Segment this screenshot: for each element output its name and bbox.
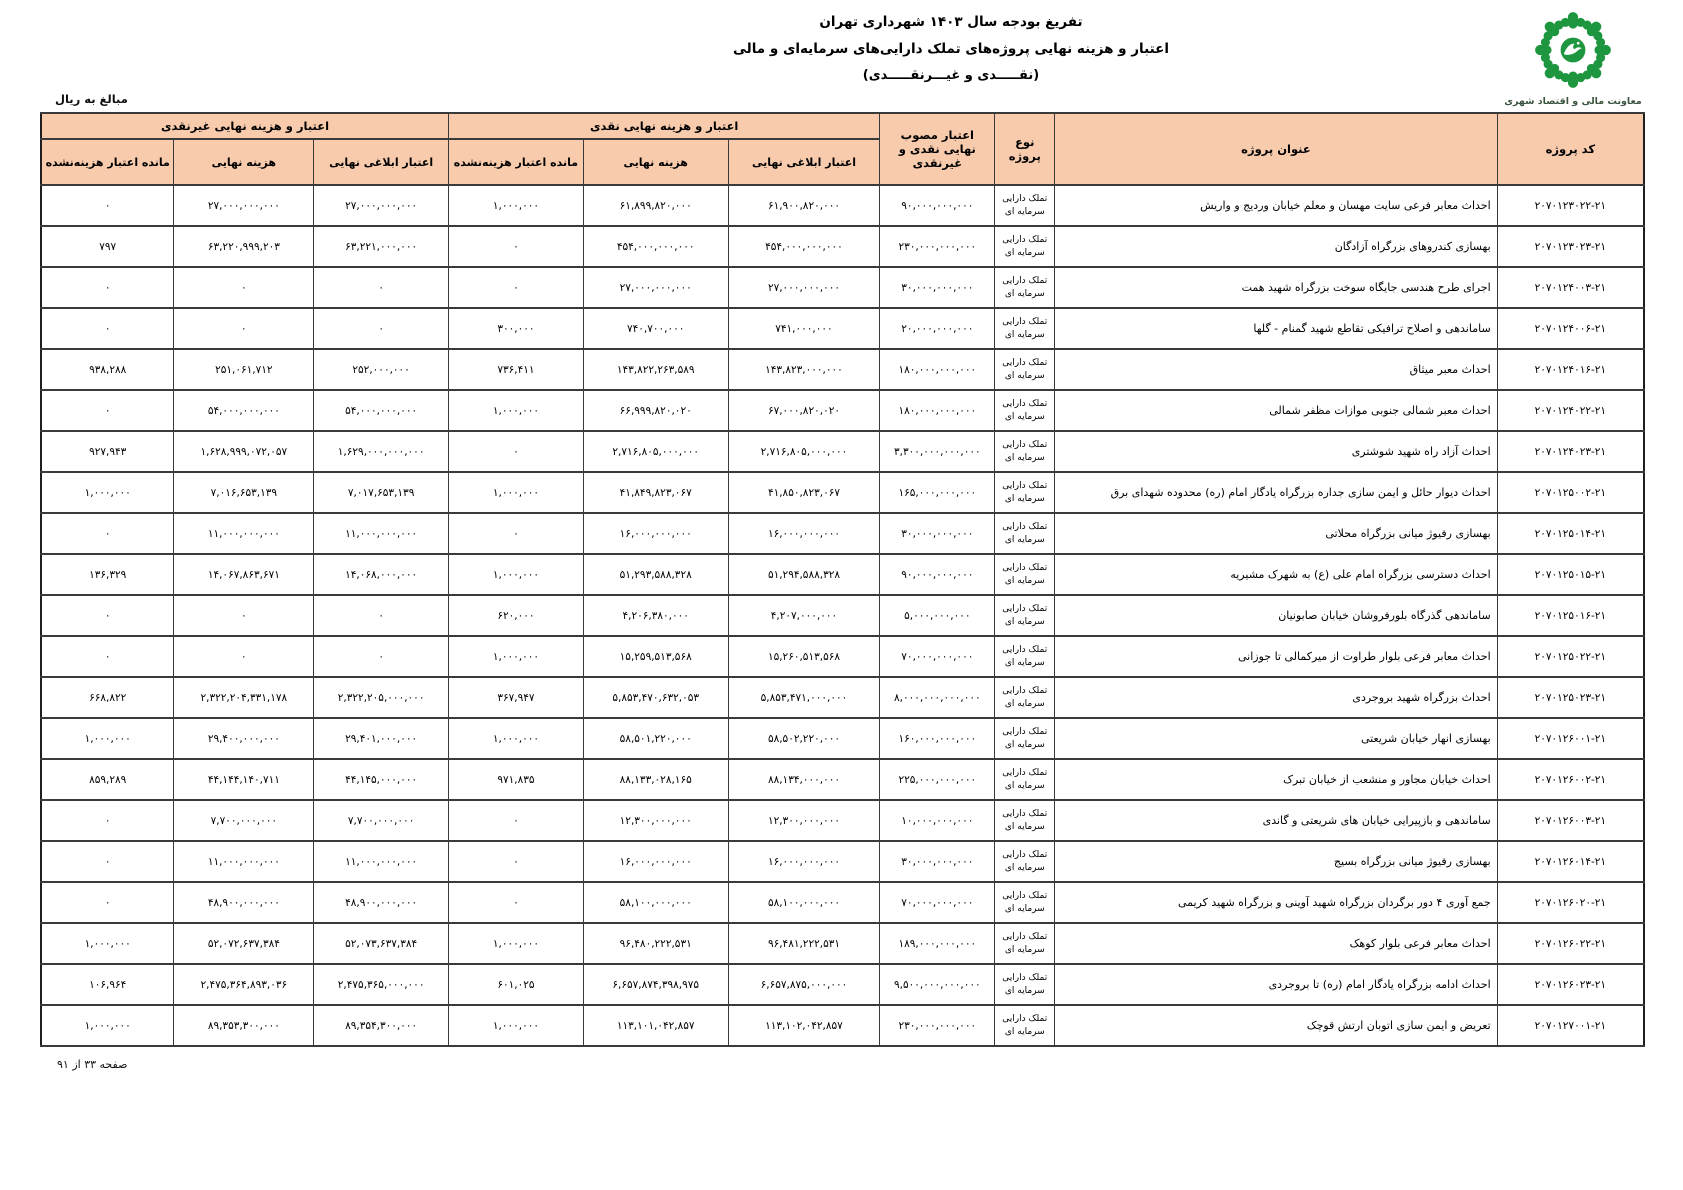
- cell-noncash-remain: ۰: [41, 308, 174, 349]
- cell-type: تملک دارایی سرمایه ای: [995, 964, 1055, 1005]
- cell-cash-cost: ۷۴۰,۷۰۰,۰۰۰: [583, 308, 728, 349]
- table-body: [41, 185, 1644, 1046]
- cell-noncash-allocated: ۲۹,۴۰۱,۰۰۰,۰۰۰: [314, 718, 449, 759]
- header-group-cash: اعتبار و هزینه نهایی نقدی: [449, 113, 880, 139]
- cell-title: احداث معبر شمالی جنوبی موازات مظفر شمالی: [1055, 390, 1497, 431]
- cell-type: تملک دارایی سرمایه ای: [995, 923, 1055, 964]
- cell-cash-remain: ۰: [449, 841, 584, 882]
- title-line-2: اعتبار و هزینه نهایی پروژه‌های تملک دارایی‌های سرمایه‌ای و مالی: [733, 41, 1169, 57]
- cell-cash-cost: ۱۵,۲۵۹,۵۱۳,۵۶۸: [583, 636, 728, 677]
- cell-cash-allocated: ۴۵۴,۰۰۰,۰۰۰,۰۰۰: [728, 226, 880, 267]
- cell-noncash-allocated: ۱۴,۰۶۸,۰۰۰,۰۰۰: [314, 554, 449, 595]
- page-number: صفحه ۳۳ از ۹۱: [57, 1058, 128, 1071]
- cell-noncash-remain: ۶۶۸,۸۲۲: [41, 677, 174, 718]
- cell-code: ۲۰۷۰۱۲۴۰۰۶-۲۱: [1497, 308, 1644, 349]
- cell-cash-allocated: ۱۲,۳۰۰,۰۰۰,۰۰۰: [728, 800, 880, 841]
- cell-cash-remain: ۱,۰۰۰,۰۰۰: [449, 185, 584, 226]
- cell-code: ۲۰۷۰۱۲۵۰۲۳-۲۱: [1497, 677, 1644, 718]
- cell-noncash-cost: ۵۴,۰۰۰,۰۰۰,۰۰۰: [174, 390, 314, 431]
- cell-noncash-remain: ۷۹۷: [41, 226, 174, 267]
- cell-noncash-remain: ۰: [41, 267, 174, 308]
- cell-cash-remain: ۰: [449, 431, 584, 472]
- cell-type: تملک دارایی سرمایه ای: [995, 185, 1055, 226]
- cell-approved: ۹۰,۰۰۰,۰۰۰,۰۰۰: [880, 185, 995, 226]
- table-row: [41, 472, 1644, 513]
- cell-noncash-remain: ۱,۰۰۰,۰۰۰: [41, 1005, 174, 1046]
- cell-cash-allocated: ۲۷,۰۰۰,۰۰۰,۰۰۰: [728, 267, 880, 308]
- cell-noncash-cost: ۷,۷۰۰,۰۰۰,۰۰۰: [174, 800, 314, 841]
- title-line-1: تفریغ بودجه سال ۱۴۰۳ شهرداری تهران: [819, 14, 1083, 30]
- cell-cash-remain: ۳۶۷,۹۴۷: [449, 677, 584, 718]
- table-row: [41, 1005, 1644, 1046]
- cell-noncash-remain: ۰: [41, 800, 174, 841]
- cell-approved: ۳۰,۰۰۰,۰۰۰,۰۰۰: [880, 841, 995, 882]
- table-row: [41, 677, 1644, 718]
- cell-approved: ۳۰,۰۰۰,۰۰۰,۰۰۰: [880, 513, 995, 554]
- cell-noncash-cost: ۴۴,۱۴۴,۱۴۰,۷۱۱: [174, 759, 314, 800]
- table-row: [41, 636, 1644, 677]
- cell-title: اجرای طرح هندسی جایگاه سوخت بزرگراه شهید همت: [1055, 267, 1497, 308]
- cell-noncash-remain: ۱,۰۰۰,۰۰۰: [41, 923, 174, 964]
- cell-cash-cost: ۵,۸۵۳,۴۷۰,۶۳۲,۰۵۳: [583, 677, 728, 718]
- cell-noncash-remain: ۰: [41, 882, 174, 923]
- cell-noncash-remain: ۹۳۸,۲۸۸: [41, 349, 174, 390]
- cell-noncash-remain: ۱۳۶,۳۲۹: [41, 554, 174, 595]
- cell-noncash-allocated: ۱۱,۰۰۰,۰۰۰,۰۰۰: [314, 841, 449, 882]
- cell-approved: ۷۰,۰۰۰,۰۰۰,۰۰۰: [880, 882, 995, 923]
- tehran-municipality-logo-icon: [1533, 75, 1613, 94]
- cell-noncash-cost: ۱۱,۰۰۰,۰۰۰,۰۰۰: [174, 841, 314, 882]
- cell-title: احداث خیابان مجاور و منشعب از خیابان تبرک: [1055, 759, 1497, 800]
- cell-cash-remain: ۹۷۱,۸۳۵: [449, 759, 584, 800]
- cell-code: ۲۰۷۰۱۲۵۰۰۲-۲۱: [1497, 472, 1644, 513]
- cell-type: تملک دارایی سرمایه ای: [995, 677, 1055, 718]
- cell-cash-cost: ۵۸,۵۰۱,۲۲۰,۰۰۰: [583, 718, 728, 759]
- cell-code: ۲۰۷۰۱۲۵۰۱۴-۲۱: [1497, 513, 1644, 554]
- cell-code: ۲۰۷۰۱۲۵۰۱۵-۲۱: [1497, 554, 1644, 595]
- header-noncash-final-cost: هزینه نهایی: [174, 139, 314, 185]
- cell-type: تملک دارایی سرمایه ای: [995, 226, 1055, 267]
- cell-noncash-remain: ۹۲۷,۹۴۳: [41, 431, 174, 472]
- cell-code: ۲۰۷۰۱۲۴۰۰۳-۲۱: [1497, 267, 1644, 308]
- cell-type: تملک دارایی سرمایه ای: [995, 349, 1055, 390]
- cell-cash-cost: ۱۱۳,۱۰۱,۰۴۲,۸۵۷: [583, 1005, 728, 1046]
- cell-title: ساماندهی و بازپیرایی خیابان های شریعتی و گاندی: [1055, 800, 1497, 841]
- cell-type: تملک دارایی سرمایه ای: [995, 431, 1055, 472]
- table-row: [41, 759, 1644, 800]
- cell-cash-cost: ۱۲,۳۰۰,۰۰۰,۰۰۰: [583, 800, 728, 841]
- cell-cash-remain: ۱,۰۰۰,۰۰۰: [449, 1005, 584, 1046]
- cell-cash-allocated: ۶۱,۹۰۰,۸۲۰,۰۰۰: [728, 185, 880, 226]
- cell-cash-cost: ۲,۷۱۶,۸۰۵,۰۰۰,۰۰۰: [583, 431, 728, 472]
- cell-title: احداث معابر فرعی بلوار طراوت از میرکمالی تا جوزانی: [1055, 636, 1497, 677]
- cell-noncash-cost: ۱,۶۲۸,۹۹۹,۰۷۲,۰۵۷: [174, 431, 314, 472]
- cell-type: تملک دارایی سرمایه ای: [995, 513, 1055, 554]
- cell-cash-remain: ۱,۰۰۰,۰۰۰: [449, 554, 584, 595]
- cell-noncash-cost: ۵۲,۰۷۲,۶۳۷,۳۸۴: [174, 923, 314, 964]
- cell-cash-cost: ۸۸,۱۳۳,۰۲۸,۱۶۵: [583, 759, 728, 800]
- cell-cash-remain: ۶۰۱,۰۲۵: [449, 964, 584, 1005]
- cell-approved: ۷۰,۰۰۰,۰۰۰,۰۰۰: [880, 636, 995, 677]
- cell-cash-allocated: ۱۶,۰۰۰,۰۰۰,۰۰۰: [728, 841, 880, 882]
- table-row: [41, 554, 1644, 595]
- budget-table: [40, 112, 1645, 1047]
- cell-type: تملک دارایی سرمایه ای: [995, 267, 1055, 308]
- cell-approved: ۱۸۰,۰۰۰,۰۰۰,۰۰۰: [880, 349, 995, 390]
- cell-noncash-allocated: ۲۵۲,۰۰۰,۰۰۰: [314, 349, 449, 390]
- cell-code: ۲۰۷۰۱۲۶۰۰۱-۲۱: [1497, 718, 1644, 759]
- cell-cash-remain: ۷۳۶,۴۱۱: [449, 349, 584, 390]
- cell-title: جمع آوری ۴ دور برگردان بزرگراه شهید آوینی و بزرگراه شهید کریمی: [1055, 882, 1497, 923]
- cell-noncash-cost: ۰: [174, 595, 314, 636]
- table-row: [41, 923, 1644, 964]
- cell-noncash-cost: ۱۱,۰۰۰,۰۰۰,۰۰۰: [174, 513, 314, 554]
- cell-noncash-cost: ۸۹,۳۵۳,۳۰۰,۰۰۰: [174, 1005, 314, 1046]
- table-row: [41, 390, 1644, 431]
- cell-cash-remain: ۰: [449, 800, 584, 841]
- cell-type: تملک دارایی سرمایه ای: [995, 841, 1055, 882]
- cell-cash-remain: ۳۰۰,۰۰۰: [449, 308, 584, 349]
- cell-code: ۲۰۷۰۱۲۶۰۲۳-۲۱: [1497, 964, 1644, 1005]
- cell-title: بهسازی رفیوژ میانی بزرگراه محلاتی: [1055, 513, 1497, 554]
- cell-cash-allocated: ۸۸,۱۳۴,۰۰۰,۰۰۰: [728, 759, 880, 800]
- cell-cash-cost: ۵۸,۱۰۰,۰۰۰,۰۰۰: [583, 882, 728, 923]
- cell-cash-allocated: ۴,۲۰۷,۰۰۰,۰۰۰: [728, 595, 880, 636]
- cell-cash-cost: ۶۱,۸۹۹,۸۲۰,۰۰۰: [583, 185, 728, 226]
- cell-noncash-allocated: ۵۴,۰۰۰,۰۰۰,۰۰۰: [314, 390, 449, 431]
- cell-cash-allocated: ۶۷,۰۰۰,۸۲۰,۰۲۰: [728, 390, 880, 431]
- cell-cash-allocated: ۱۴۳,۸۲۳,۰۰۰,۰۰۰: [728, 349, 880, 390]
- cell-noncash-allocated: ۰: [314, 636, 449, 677]
- cell-type: تملک دارایی سرمایه ای: [995, 718, 1055, 759]
- cell-code: ۲۰۷۰۱۲۷۰۰۱-۲۱: [1497, 1005, 1644, 1046]
- cell-noncash-cost: ۰: [174, 267, 314, 308]
- table-row: [41, 185, 1644, 226]
- cell-cash-remain: ۱,۰۰۰,۰۰۰: [449, 636, 584, 677]
- cell-cash-allocated: ۲,۷۱۶,۸۰۵,۰۰۰,۰۰۰: [728, 431, 880, 472]
- cell-code: ۲۰۷۰۱۲۴۰۲۳-۲۱: [1497, 431, 1644, 472]
- cell-noncash-remain: ۰: [41, 185, 174, 226]
- cell-noncash-cost: ۷,۰۱۶,۶۵۳,۱۳۹: [174, 472, 314, 513]
- cell-cash-allocated: ۶,۶۵۷,۸۷۵,۰۰۰,۰۰۰: [728, 964, 880, 1005]
- cell-noncash-allocated: ۱,۶۲۹,۰۰۰,۰۰۰,۰۰۰: [314, 431, 449, 472]
- cell-cash-cost: ۶۶,۹۹۹,۸۲۰,۰۲۰: [583, 390, 728, 431]
- cell-title: احداث معابر فرعی بلوار کوهک: [1055, 923, 1497, 964]
- cell-code: ۲۰۷۰۱۲۳۰۲۳-۲۱: [1497, 226, 1644, 267]
- table-row: [41, 718, 1644, 759]
- cell-noncash-remain: ۰: [41, 513, 174, 554]
- cell-cash-allocated: ۵,۸۵۳,۴۷۱,۰۰۰,۰۰۰: [728, 677, 880, 718]
- cell-noncash-cost: ۲۹,۴۰۰,۰۰۰,۰۰۰: [174, 718, 314, 759]
- cell-noncash-remain: ۰: [41, 636, 174, 677]
- cell-title: ساماندهی گذرگاه بلورفروشان خیابان صابونیان: [1055, 595, 1497, 636]
- cell-approved: ۱۶۵,۰۰۰,۰۰۰,۰۰۰: [880, 472, 995, 513]
- cell-code: ۲۰۷۰۱۲۴۰۱۶-۲۱: [1497, 349, 1644, 390]
- header-cash-allocated-credit: اعتبار ابلاغی نهایی: [728, 139, 880, 185]
- cell-type: تملک دارایی سرمایه ای: [995, 390, 1055, 431]
- logo-caption-1: معاونت مالی و اقتصاد شهری: [1504, 96, 1642, 107]
- cell-cash-remain: ۱,۰۰۰,۰۰۰: [449, 472, 584, 513]
- cell-approved: ۲۰,۰۰۰,۰۰۰,۰۰۰: [880, 308, 995, 349]
- header-noncash-unspent-remainder: مانده اعتبار هزینه‌نشده: [41, 139, 174, 185]
- cell-title: احداث بزرگراه شهید بروجردی: [1055, 677, 1497, 718]
- cell-cash-remain: ۱,۰۰۰,۰۰۰: [449, 923, 584, 964]
- cell-noncash-allocated: ۲۷,۰۰۰,۰۰۰,۰۰۰: [314, 185, 449, 226]
- cell-cash-cost: ۴۱,۸۴۹,۸۲۳,۰۶۷: [583, 472, 728, 513]
- cell-title: احداث معبر میثاق: [1055, 349, 1497, 390]
- table-row: [41, 800, 1644, 841]
- cell-noncash-allocated: ۴۴,۱۴۵,۰۰۰,۰۰۰: [314, 759, 449, 800]
- header-project-title: عنوان پروژه: [1055, 113, 1497, 185]
- cell-cash-remain: ۱,۰۰۰,۰۰۰: [449, 390, 584, 431]
- cell-code: ۲۰۷۰۱۲۴۰۲۲-۲۱: [1497, 390, 1644, 431]
- header-approved-credit: اعتبار مصوب نهایی نقدی و غیرنقدی: [880, 113, 995, 185]
- cell-code: ۲۰۷۰۱۲۶۰۲۲-۲۱: [1497, 923, 1644, 964]
- cell-noncash-cost: ۲,۴۷۵,۳۶۴,۸۹۳,۰۳۶: [174, 964, 314, 1005]
- cell-approved: ۱۰,۰۰۰,۰۰۰,۰۰۰: [880, 800, 995, 841]
- header-cash-unspent-remainder: مانده اعتبار هزینه‌نشده: [449, 139, 584, 185]
- cell-type: تملک دارایی سرمایه ای: [995, 882, 1055, 923]
- cell-code: ۲۰۷۰۱۲۶۰۰۳-۲۱: [1497, 800, 1644, 841]
- cell-noncash-remain: ۰: [41, 390, 174, 431]
- cell-code: ۲۰۷۰۱۲۵۰۲۲-۲۱: [1497, 636, 1644, 677]
- cell-cash-remain: ۰: [449, 513, 584, 554]
- cell-approved: ۱۸۰,۰۰۰,۰۰۰,۰۰۰: [880, 390, 995, 431]
- cell-cash-remain: ۱,۰۰۰,۰۰۰: [449, 718, 584, 759]
- title-line-3: (نقـــــدی و غیـــرنقـــــدی): [862, 68, 1040, 83]
- cell-approved: ۲۲۵,۰۰۰,۰۰۰,۰۰۰: [880, 759, 995, 800]
- currency-note: مبالغ به ریال: [55, 92, 128, 106]
- cell-noncash-cost: ۲۷,۰۰۰,۰۰۰,۰۰۰: [174, 185, 314, 226]
- cell-noncash-allocated: ۰: [314, 595, 449, 636]
- cell-cash-remain: ۰: [449, 226, 584, 267]
- cell-approved: ۹,۵۰۰,۰۰۰,۰۰۰,۰۰۰: [880, 964, 995, 1005]
- cell-noncash-allocated: ۰: [314, 308, 449, 349]
- cell-cash-allocated: ۱۱۳,۱۰۲,۰۴۲,۸۵۷: [728, 1005, 880, 1046]
- cell-type: تملک دارایی سرمایه ای: [995, 472, 1055, 513]
- cell-title: بهسازی رفیوژ میانی بزرگراه بسیج: [1055, 841, 1497, 882]
- cell-code: ۲۰۷۰۱۲۶۰۱۴-۲۱: [1497, 841, 1644, 882]
- cell-noncash-remain: ۱۰۶,۹۶۴: [41, 964, 174, 1005]
- cell-cash-cost: ۲۷,۰۰۰,۰۰۰,۰۰۰: [583, 267, 728, 308]
- cell-code: ۲۰۷۰۱۲۶۰۰۲-۲۱: [1497, 759, 1644, 800]
- cell-approved: ۲۳۰,۰۰۰,۰۰۰,۰۰۰: [880, 1005, 995, 1046]
- header-group-noncash: اعتبار و هزینه نهایی غیرنقدی: [41, 113, 449, 139]
- cell-cash-cost: ۵۱,۲۹۳,۵۸۸,۳۲۸: [583, 554, 728, 595]
- cell-type: تملک دارایی سرمایه ای: [995, 308, 1055, 349]
- cell-noncash-cost: ۶۳,۲۲۰,۹۹۹,۲۰۳: [174, 226, 314, 267]
- cell-noncash-allocated: ۰: [314, 267, 449, 308]
- cell-title: بهسازی انهار خیابان شریعتی: [1055, 718, 1497, 759]
- cell-type: تملک دارایی سرمایه ای: [995, 595, 1055, 636]
- cell-title: بهسازی کندروهای بزرگراه آزادگان: [1055, 226, 1497, 267]
- cell-noncash-cost: ۲,۳۲۲,۲۰۴,۳۳۱,۱۷۸: [174, 677, 314, 718]
- cell-type: تملک دارایی سرمایه ای: [995, 554, 1055, 595]
- cell-code: ۲۰۷۰۱۲۳۰۲۲-۲۱: [1497, 185, 1644, 226]
- cell-cash-cost: ۱۴۳,۸۲۲,۲۶۳,۵۸۹: [583, 349, 728, 390]
- cell-cash-remain: ۶۲۰,۰۰۰: [449, 595, 584, 636]
- cell-cash-cost: ۴۵۴,۰۰۰,۰۰۰,۰۰۰: [583, 226, 728, 267]
- cell-title: احداث دیوار حائل و ایمن سازی جداره بزرگراه یادگار امام (ره) محدوده شهدای برق: [1055, 472, 1497, 513]
- cell-noncash-allocated: ۷,۷۰۰,۰۰۰,۰۰۰: [314, 800, 449, 841]
- cell-cash-allocated: ۷۴۱,۰۰۰,۰۰۰: [728, 308, 880, 349]
- cell-noncash-cost: ۰: [174, 636, 314, 677]
- cell-cash-remain: ۰: [449, 882, 584, 923]
- cell-cash-allocated: ۵۸,۵۰۲,۲۲۰,۰۰۰: [728, 718, 880, 759]
- cell-approved: ۲۳۰,۰۰۰,۰۰۰,۰۰۰: [880, 226, 995, 267]
- header-noncash-allocated-credit: اعتبار ابلاغی نهایی: [314, 139, 449, 185]
- cell-noncash-remain: ۰: [41, 841, 174, 882]
- cell-cash-cost: ۱۶,۰۰۰,۰۰۰,۰۰۰: [583, 513, 728, 554]
- cell-cash-cost: ۴,۲۰۶,۳۸۰,۰۰۰: [583, 595, 728, 636]
- table-row: [41, 226, 1644, 267]
- cell-approved: ۳,۳۰۰,۰۰۰,۰۰۰,۰۰۰: [880, 431, 995, 472]
- cell-noncash-remain: ۸۵۹,۲۸۹: [41, 759, 174, 800]
- table-row: [41, 841, 1644, 882]
- cell-noncash-cost: ۰: [174, 308, 314, 349]
- cell-cash-allocated: ۹۶,۴۸۱,۲۲۲,۵۳۱: [728, 923, 880, 964]
- cell-cash-cost: ۱۶,۰۰۰,۰۰۰,۰۰۰: [583, 841, 728, 882]
- cell-approved: ۸,۰۰۰,۰۰۰,۰۰۰,۰۰۰: [880, 677, 995, 718]
- cell-approved: ۳۰,۰۰۰,۰۰۰,۰۰۰: [880, 267, 995, 308]
- cell-approved: ۱۸۹,۰۰۰,۰۰۰,۰۰۰: [880, 923, 995, 964]
- cell-noncash-allocated: ۲,۳۲۲,۲۰۵,۰۰۰,۰۰۰: [314, 677, 449, 718]
- cell-cash-allocated: ۱۶,۰۰۰,۰۰۰,۰۰۰: [728, 513, 880, 554]
- cell-cash-allocated: ۴۱,۸۵۰,۸۲۳,۰۶۷: [728, 472, 880, 513]
- header-project-type: نوع پروژه: [995, 113, 1055, 185]
- cell-noncash-remain: ۱,۰۰۰,۰۰۰: [41, 472, 174, 513]
- cell-cash-remain: ۰: [449, 267, 584, 308]
- table-row: [41, 267, 1644, 308]
- cell-noncash-allocated: ۱۱,۰۰۰,۰۰۰,۰۰۰: [314, 513, 449, 554]
- cell-cash-cost: ۶,۶۵۷,۸۷۴,۳۹۸,۹۷۵: [583, 964, 728, 1005]
- cell-approved: ۵,۰۰۰,۰۰۰,۰۰۰: [880, 595, 995, 636]
- cell-noncash-cost: ۱۴,۰۶۷,۸۶۳,۶۷۱: [174, 554, 314, 595]
- cell-title: ساماندهی و اصلاح ترافیکی تقاطع شهید گمنام - گلها: [1055, 308, 1497, 349]
- cell-cash-allocated: ۵۱,۲۹۴,۵۸۸,۳۲۸: [728, 554, 880, 595]
- cell-noncash-cost: ۲۵۱,۰۶۱,۷۱۲: [174, 349, 314, 390]
- logo-block: [1493, 10, 1653, 127]
- cell-code: ۲۰۷۰۱۲۶۰۲۰-۲۱: [1497, 882, 1644, 923]
- cell-noncash-allocated: ۶۳,۲۲۱,۰۰۰,۰۰۰: [314, 226, 449, 267]
- cell-title: احداث آزاد راه شهید شوشتری: [1055, 431, 1497, 472]
- cell-approved: ۱۶۰,۰۰۰,۰۰۰,۰۰۰: [880, 718, 995, 759]
- cell-title: احداث معابر فرعی سایت مهسان و معلم خیابان وردیج و واریش: [1055, 185, 1497, 226]
- cell-noncash-allocated: ۲,۴۷۵,۳۶۵,۰۰۰,۰۰۰: [314, 964, 449, 1005]
- cell-cash-allocated: ۵۸,۱۰۰,۰۰۰,۰۰۰: [728, 882, 880, 923]
- cell-type: تملک دارایی سرمایه ای: [995, 636, 1055, 677]
- document-title: [269, 14, 1633, 83]
- cell-noncash-allocated: ۸۹,۳۵۴,۳۰۰,۰۰۰: [314, 1005, 449, 1046]
- table-row: [41, 595, 1644, 636]
- table-row: [41, 882, 1644, 923]
- cell-cash-allocated: ۱۵,۲۶۰,۵۱۳,۵۶۸: [728, 636, 880, 677]
- cell-type: تملک دارایی سرمایه ای: [995, 800, 1055, 841]
- cell-type: تملک دارایی سرمایه ای: [995, 759, 1055, 800]
- cell-noncash-allocated: ۵۲,۰۷۳,۶۳۷,۳۸۴: [314, 923, 449, 964]
- table-row: [41, 431, 1644, 472]
- cell-noncash-allocated: ۴۸,۹۰۰,۰۰۰,۰۰۰: [314, 882, 449, 923]
- table-row: [41, 308, 1644, 349]
- cell-title: احداث دسترسی بزرگراه امام علی (ع) به شهرک مشیریه: [1055, 554, 1497, 595]
- cell-code: ۲۰۷۰۱۲۵۰۱۶-۲۱: [1497, 595, 1644, 636]
- cell-cash-cost: ۹۶,۴۸۰,۲۲۲,۵۳۱: [583, 923, 728, 964]
- cell-type: تملک دارایی سرمایه ای: [995, 1005, 1055, 1046]
- cell-noncash-cost: ۴۸,۹۰۰,۰۰۰,۰۰۰: [174, 882, 314, 923]
- table-row: [41, 964, 1644, 1005]
- table-row: [41, 513, 1644, 554]
- header-cash-final-cost: هزینه نهایی: [583, 139, 728, 185]
- cell-noncash-remain: ۰: [41, 595, 174, 636]
- cell-noncash-allocated: ۷,۰۱۷,۶۵۳,۱۳۹: [314, 472, 449, 513]
- cell-title: احداث ادامه بزرگراه یادگار امام (ره) تا بروجردی: [1055, 964, 1497, 1005]
- cell-approved: ۹۰,۰۰۰,۰۰۰,۰۰۰: [880, 554, 995, 595]
- cell-title: تعریض و ایمن سازی اتوبان ارتش قوچک: [1055, 1005, 1497, 1046]
- cell-noncash-remain: ۱,۰۰۰,۰۰۰: [41, 718, 174, 759]
- table-row: [41, 349, 1644, 390]
- header-project-code: کد پروژه: [1497, 113, 1644, 185]
